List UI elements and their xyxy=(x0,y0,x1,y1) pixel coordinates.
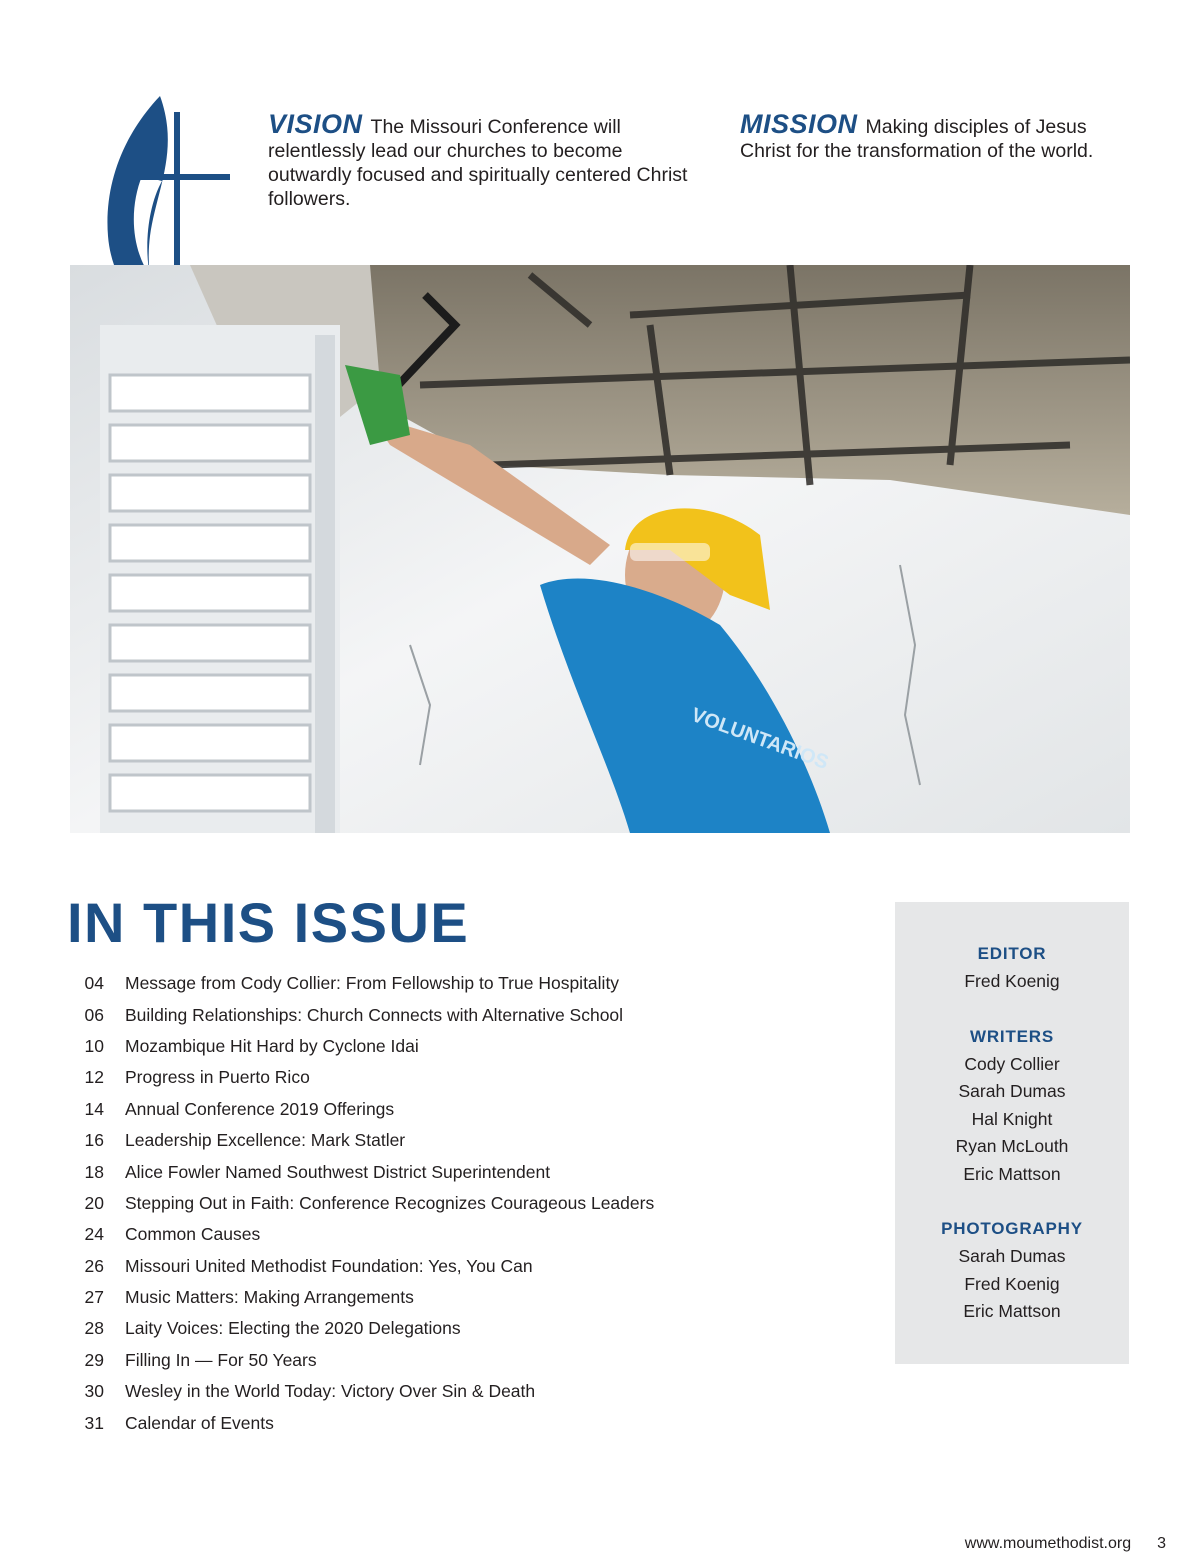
toc-page-number: 27 xyxy=(84,1287,104,1308)
toc-page-number: 24 xyxy=(84,1224,104,1245)
toc-item[interactable] xyxy=(70,1156,770,1187)
toc-page-number: 29 xyxy=(84,1349,104,1370)
writer-name: Ryan McLouth xyxy=(955,1136,1069,1156)
toc-item[interactable] xyxy=(70,1282,770,1313)
toc-title: Music Matters: Making Arrangements xyxy=(125,1287,414,1308)
toc-item[interactable] xyxy=(70,1219,770,1250)
writers-heading: WRITERS xyxy=(970,1026,1054,1046)
toc-item[interactable] xyxy=(70,1345,770,1376)
volunteer-photo xyxy=(70,265,1130,833)
toc-title: Missouri United Methodist Foundation: Yes, You Can xyxy=(125,1255,533,1276)
toc-page-number: 14 xyxy=(84,1098,104,1119)
mission-text: Making disciples of Jesus Christ for the transformation of the world. xyxy=(740,116,1094,162)
toc-title: Building Relationships: Church Connects with Alternative School xyxy=(125,1004,624,1025)
toc-item[interactable] xyxy=(70,1031,770,1062)
toc-item[interactable] xyxy=(70,1062,770,1093)
toc-title: Message from Cody Collier: From Fellowship to True Hospitality xyxy=(125,973,620,994)
mission-keyword: MISSION xyxy=(740,109,858,139)
toc-title: Leadership Excellence: Mark Statler xyxy=(125,1130,406,1151)
writer-name: Eric Mattson xyxy=(963,1163,1061,1184)
toc-title: Alice Fowler Named Southwest District Superintendent xyxy=(125,1161,551,1182)
website-link[interactable]: www.moumethodist.org xyxy=(964,1535,1132,1552)
toc-item[interactable] xyxy=(70,1094,770,1125)
toc-page-number: 12 xyxy=(84,1067,104,1088)
shirt-text: VOLUNTARIOS xyxy=(688,704,832,774)
toc-title: Mozambique Hit Hard by Cyclone Idai xyxy=(125,1035,419,1056)
toc-title: Filling In — For 50 Years xyxy=(125,1349,317,1370)
toc-title: Progress in Puerto Rico xyxy=(125,1067,310,1088)
toc-page-number: 28 xyxy=(84,1318,104,1339)
editor-heading: EDITOR xyxy=(977,944,1047,963)
toc-title: Wesley in the World Today: Victory Over Sin & Death xyxy=(125,1381,536,1402)
toc-item[interactable] xyxy=(70,1376,770,1407)
credits-box xyxy=(895,902,1129,1364)
toc-title: Calendar of Events xyxy=(125,1412,274,1433)
toc-title: Common Causes xyxy=(125,1224,261,1245)
issue-title: IN THIS ISSUE xyxy=(67,891,470,954)
toc-page-number: 10 xyxy=(84,1035,104,1056)
page-number: 3 xyxy=(1157,1535,1166,1552)
vision-keyword: VISION xyxy=(268,109,363,139)
mission-statement xyxy=(740,109,1100,163)
toc-item[interactable] xyxy=(70,1125,770,1156)
toc-item[interactable] xyxy=(70,999,770,1030)
toc-item[interactable] xyxy=(70,1313,770,1344)
toc-page-number: 31 xyxy=(84,1412,104,1433)
toc-page-number: 30 xyxy=(84,1381,104,1402)
toc-page-number: 18 xyxy=(84,1161,104,1182)
toc-item[interactable] xyxy=(70,968,770,999)
table-of-contents xyxy=(70,968,770,1439)
toc-page-number: 20 xyxy=(84,1192,104,1213)
toc-item[interactable] xyxy=(70,1251,770,1282)
toc-item[interactable] xyxy=(70,1188,770,1219)
writer-name: Hal Knight xyxy=(971,1108,1053,1129)
editor-name: Fred Koenig xyxy=(964,971,1060,991)
toc-page-number: 26 xyxy=(84,1255,104,1276)
writer-name: Cody Collier xyxy=(964,1053,1060,1074)
photographer-name: Sarah Dumas xyxy=(958,1246,1066,1266)
toc-item[interactable] xyxy=(70,1407,770,1438)
photographer-name: Eric Mattson xyxy=(963,1301,1061,1321)
page-footer xyxy=(965,1535,1166,1553)
writer-name: Sarah Dumas xyxy=(958,1081,1066,1101)
toc-title: Laity Voices: Electing the 2020 Delegations xyxy=(125,1318,461,1339)
toc-title: Stepping Out in Faith: Conference Recognizes Courageous Leaders xyxy=(125,1192,655,1213)
vision-text: The Missouri Conference will relentlessly lead our churches to become outwardly focused and spiritually centered Christ followers. xyxy=(268,116,688,210)
toc-title: Annual Conference 2019 Offerings xyxy=(125,1098,395,1119)
toc-page-number: 06 xyxy=(84,1004,104,1025)
toc-page-number: 16 xyxy=(84,1130,104,1151)
vision-statement xyxy=(268,109,708,211)
photographer-name: Fred Koenig xyxy=(964,1273,1060,1294)
toc-page-number: 04 xyxy=(84,973,104,994)
photography-heading: PHOTOGRAPHY xyxy=(941,1219,1083,1238)
